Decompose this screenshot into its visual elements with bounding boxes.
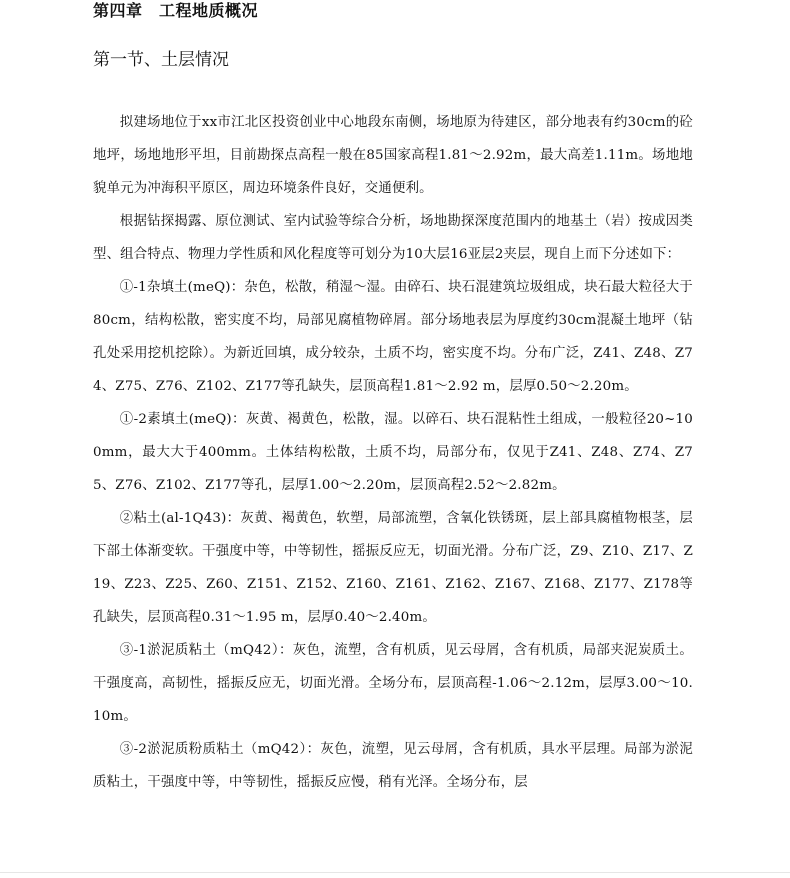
paragraph-layer-3-1: ③-1淤泥质粘土（mQ42）：灰色，流塑，含有机质，见云母屑，含有机质，局部夹泥炭质土。干强度高，高韧性，摇振反应无，切面光滑。全场分布，层顶高程-1.06～2.12m，层厚3.00～10.10m。 — [93, 643, 693, 724]
paragraph-layer-division: 根据钻探揭露、原位测试、室内试验等综合分析，场地勘探深度范围内的地基土（岩）按成因类型、组合特点、物理力学性质和风化程度等可划分为10大层16亚层2夹层，现自上而下分述如下： — [93, 214, 693, 262]
paragraph-layer-1-2: ①-2素填土(meQ)：灰黄、褐黄色，松散，湿。以碎石、块石混粘性土组成，一般粒径20~100mm，最大大于400mm。土体结构松散，土质不均，局部分布，仅见于Z41、Z48、Z74、Z75、Z76、Z102、Z177等孔，层厚1.00～2.20m，层顶高程2.52～2.82m。 — [93, 412, 693, 493]
paragraph-layer-2: ②粘土(al-1Q43)：灰黄、褐黄色，软塑，局部流塑，含氧化铁锈斑，层上部具腐植物根茎，层下部土体渐变软。干强度中等，中等韧性，摇振反应无，切面光滑。分布广泛，Z9、Z10、Z17、Z19、Z23、Z25、Z60、Z151、Z152、Z160、Z161、Z162、Z167、Z168、Z177、Z178等孔缺失，层顶高程0.31～1.95 m，层厚0.40～2.40m。 — [93, 511, 693, 625]
page-bottom-divider — [0, 872, 790, 873]
paragraph-layer-1-1: ①-1杂填土(meQ)：杂色，松散，稍湿～湿。由碎石、块石混建筑垃圾组成，块石最大粒径大于80cm，结构松散，密实度不均，局部见腐植物碎屑。部分场地表层为厚度约30cm混凝土地坪（钻孔处采用挖机挖除）。为新近回填，成分较杂，土质不均，密实度不均。分布广泛，Z41、Z48、Z74、Z75、Z76、Z102、Z177等孔缺失，层顶高程1.81～2.92 m，层厚0.50～2.20m。 — [93, 280, 693, 394]
body-text — [93, 106, 693, 799]
paragraph-layer-3-2: ③-2淤泥质粉质粘土（mQ42）：灰色，流塑，见云母屑，含有机质，具水平层理。局部为淤泥质粘土，干强度中等，中等韧性，摇振反应慢，稍有光泽。全场分布，层 — [93, 742, 693, 790]
chapter-title: 第四章 工程地质概况 — [93, 1, 259, 20]
section-title: 第一节、土层情况 — [93, 50, 229, 70]
paragraph-site-location: 拟建场地位于xx市江北区投资创业中心地段东南侧，场地原为待建区，部分地表有约30cm的砼地坪，场地地形平坦，目前勘探点高程一般在85国家高程1.81～2.92m，最大高差1.11m。场地地貌单元为冲海积平原区，周边环境条件良好，交通便利。 — [93, 115, 693, 196]
